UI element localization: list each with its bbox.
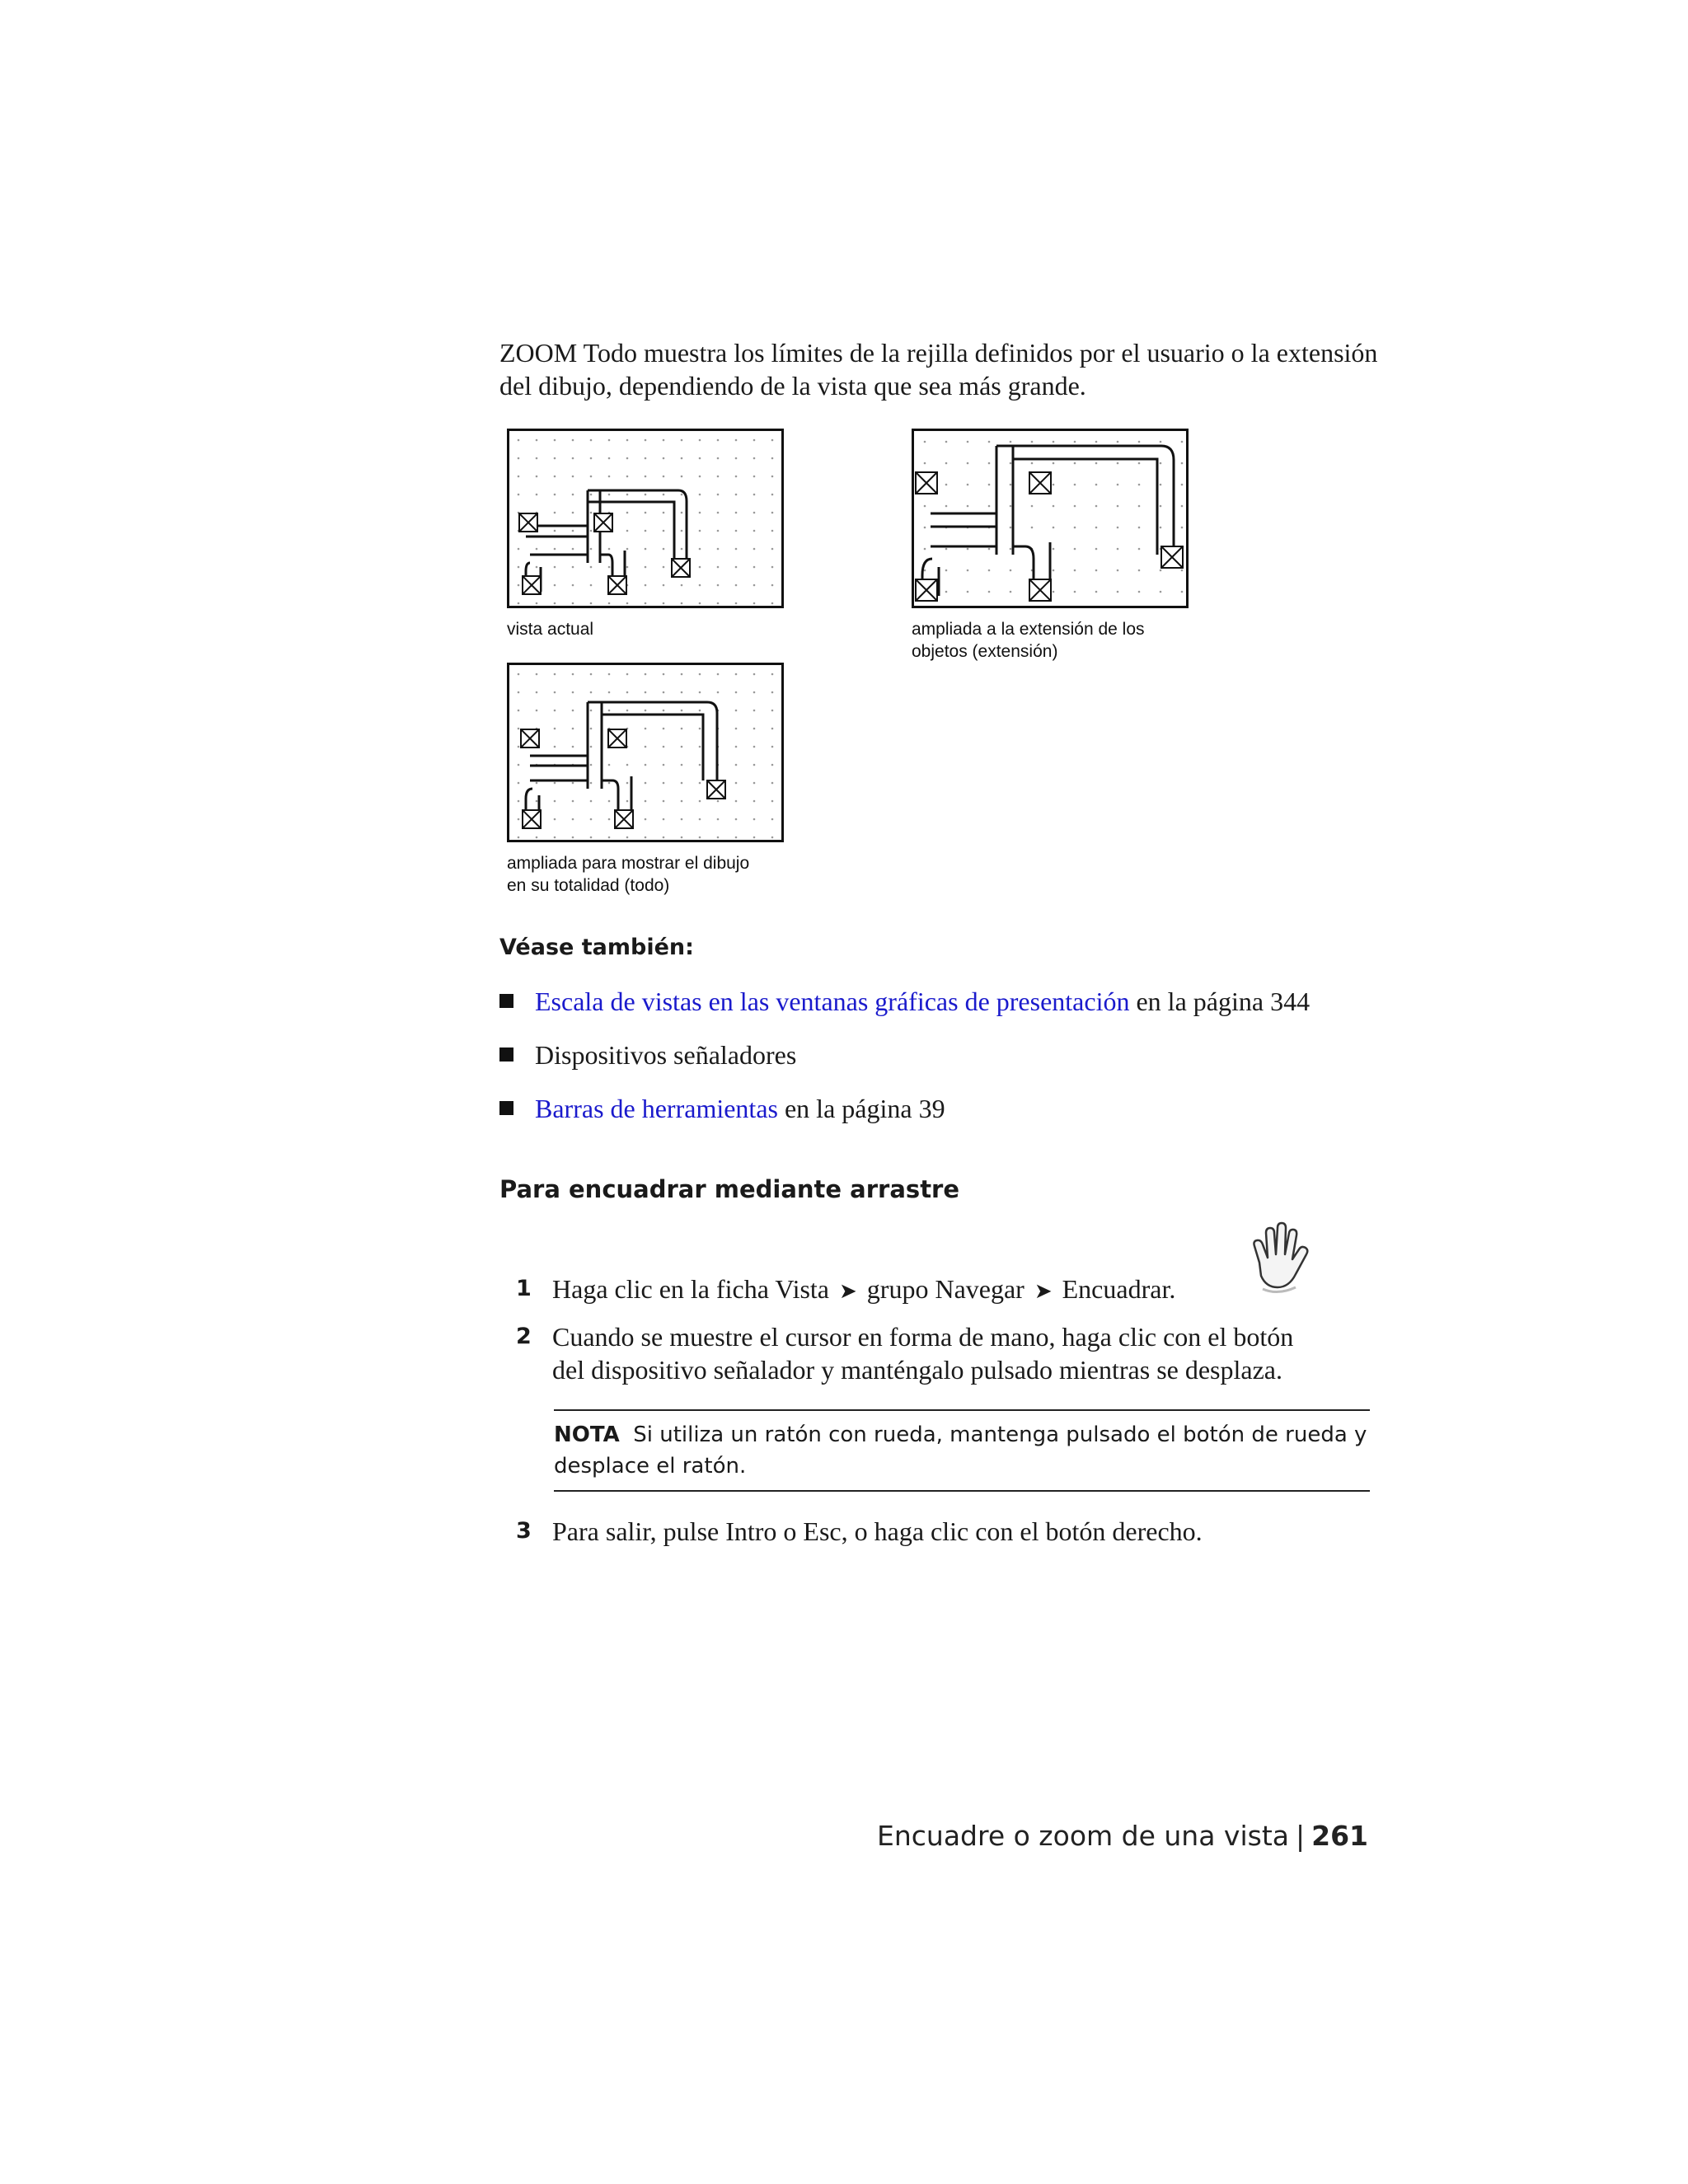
see-also-item <box>499 1038 796 1071</box>
duct-drawing-extents <box>914 431 1186 606</box>
figure-caption-extents <box>912 618 1145 663</box>
figure-caption-line: ampliada a la extensión de los <box>912 620 1145 639</box>
figure-extents-view <box>912 429 1189 608</box>
square-bullet-icon <box>499 994 513 1008</box>
figure-all-view <box>507 663 784 842</box>
step-text: Haga clic en la ficha Vista <box>552 1274 829 1304</box>
step-number: 3 <box>516 1518 532 1544</box>
note-text: Si utiliza un ratón con rueda, mantenga pulsado el botón de rueda y desplace el ratón. <box>554 1422 1367 1479</box>
triangle-arrow-icon: ➤ <box>1034 1279 1053 1304</box>
figure-caption-line: objetos (extensión) <box>912 642 1058 661</box>
footer-divider: | <box>1295 1820 1306 1852</box>
note-box <box>554 1409 1370 1492</box>
page-footer <box>877 1820 1368 1852</box>
step-text: del dispositivo señalador y manténgalo pulsado mientras se desplaza. <box>552 1355 1282 1385</box>
see-also-page-ref: en la página 344 <box>1129 987 1311 1016</box>
figure-caption-line: ampliada para mostrar el dibujo <box>507 854 750 873</box>
see-also-title: Véase también: <box>499 935 694 960</box>
figure-current-view <box>507 429 784 608</box>
figure-caption-line: vista actual <box>507 620 594 639</box>
step-text: grupo Navegar <box>866 1274 1025 1304</box>
procedure-title: Para encuadrar mediante arrastre <box>499 1175 960 1203</box>
see-also-page-ref: en la página 39 <box>777 1094 945 1123</box>
step-number: 2 <box>516 1324 532 1349</box>
figure-caption-line: en su totalidad (todo) <box>507 876 670 895</box>
see-also-item <box>499 1092 945 1125</box>
hand-pan-icon <box>1243 1221 1314 1297</box>
intro-paragraph: ZOOM Todo muestra los límites de la rejilla definidos por el usuario o la extensión del dibujo, dependiendo de la vista que sea más grande. <box>499 338 1378 401</box>
figure-caption-current <box>507 618 593 640</box>
square-bullet-icon <box>499 1101 513 1115</box>
step-number: 1 <box>516 1276 532 1301</box>
see-also-text: Dispositivos señaladores <box>535 1040 797 1070</box>
see-also-item <box>499 985 1310 1018</box>
note-label: NOTA <box>554 1422 620 1447</box>
page-number: 261 <box>1311 1820 1368 1852</box>
step-text: Para salir, pulse Intro o Esc, o haga clic con el botón derecho. <box>552 1516 1203 1546</box>
procedure-step-2 <box>516 1320 1418 1386</box>
step-text: Cuando se muestre el cursor en forma de mano, haga clic con el botón <box>552 1322 1294 1352</box>
step-text: Encuadrar. <box>1062 1274 1176 1304</box>
see-also-link[interactable]: Escala de vistas en las ventanas gráficas de presentación <box>535 987 1130 1016</box>
square-bullet-icon <box>499 1047 513 1062</box>
duct-drawing-all <box>509 665 781 840</box>
see-also-link[interactable]: Barras de herramientas <box>535 1094 778 1123</box>
figure-caption-all <box>507 852 749 897</box>
footer-section-title: Encuadre o zoom de una vista <box>877 1820 1289 1852</box>
duct-drawing-current <box>509 431 781 606</box>
procedure-step-3 <box>516 1515 1418 1548</box>
triangle-arrow-icon: ➤ <box>839 1279 857 1304</box>
